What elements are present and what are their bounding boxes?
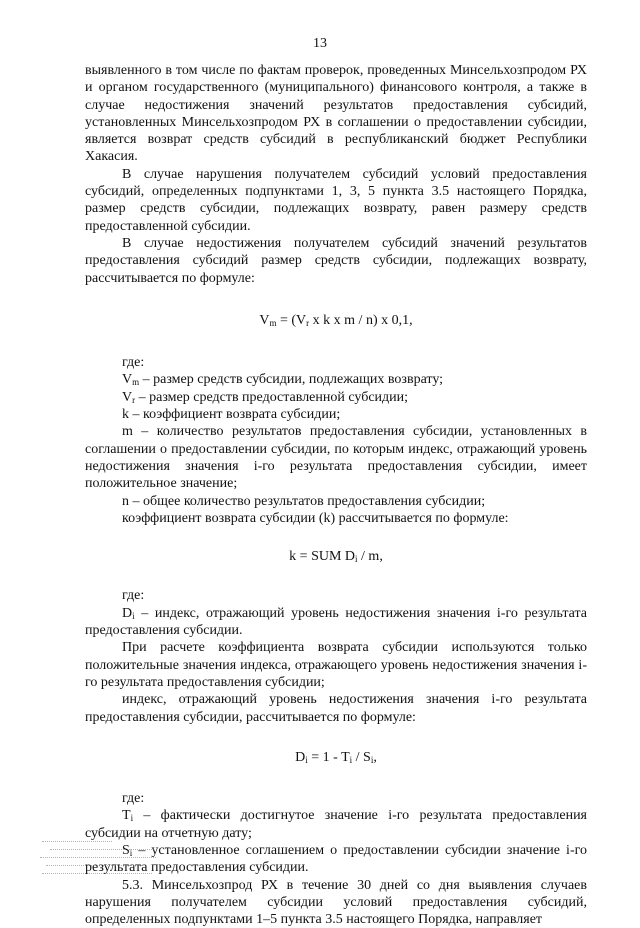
definition-vm: $V_m$ – размер средств субсидии, подлежащих возврату; <box>122 372 444 388</box>
paragraph-positive-values: При расчете коэффициента возврата субсидии используются только положительные значения индекса, отражающего уровень недостижения значения i-го результата предоставления субсидии; <box>85 640 587 690</box>
paragraph-index-intro: индекс, отражающий уровень недостижения значения i-го результата предоставления субсидии, рассчитывается по формуле: <box>85 692 587 725</box>
formula-coefficient: k = SUM $D_i$ / m, <box>289 549 383 565</box>
definition-si: $S_i$ – установленное соглашением о предоставлении субсидии значение i-го результата предоставления субсидии. <box>85 842 587 876</box>
paragraph-return-grounds: выявленного в том числе по фактам проверок, проведенных Минсельхозпродом РХ и органом государственного (муниципального) финансового контроля, а также в случае недостижения значений результатов предоставления субсидий, установленных Минсельхозпродом РХ в соглашении о предоставлении субсидии, является возврат средств субсидий в республиканский бюджет Республики Хакасия. <box>85 63 587 165</box>
definition-m: m – количество результатов предоставления субсидии, установленных в соглашении о предоставлении субсидии, по которым индекс, отражающий уровень недостижения значения i-го результата предоставления субсидии, имеет положительное значение; <box>85 424 587 492</box>
formula-index: $D_i = 1 - T_i / S_i$, <box>295 749 377 765</box>
definition-vr: $V_r$ – размер средств предоставленной субсидии; <box>122 389 409 405</box>
document-body <box>85 62 587 928</box>
formula-return-amount: $V_m = (V_r$ x k x m / n) x 0,1, <box>259 312 413 328</box>
paragraph-k-intro: коэффициент возврата субсидии (k) рассчитывается по формуле: <box>122 510 509 526</box>
paragraph-5-3: 5.3. Минсельхозпрод РХ в течение 30 дней со дня выявления случаев нарушения получателем субсидии условий предоставления субсидий, определенных подпунктами 1–5 пункта 3.5 настоящего Порядка, направляет <box>85 877 587 928</box>
faded-stamp <box>40 835 160 879</box>
definition-k: k – коэффициент возврата субсидии; <box>122 407 341 423</box>
where-label: где: <box>122 588 145 604</box>
paragraph-violation-case: В случае нарушения получателем субсидий условий предоставления субсидий, определенных подпунктами 1, 3, 5 пункта 3.5 настоящего Порядка, размер средств субсидии, подлежащих возврату, равен размеру средств предоставленной субсидии. <box>85 166 587 234</box>
definition-di: $D_i$ – индекс, отражающий уровень недостижения значения i-го результата предоставления субсидии. <box>85 605 587 639</box>
where-label: где: <box>122 791 145 807</box>
where-label: где: <box>122 355 145 371</box>
page-number: 13 <box>313 36 327 51</box>
paragraph-non-achievement-case: В случае недостижения получателем субсидий значений результатов предоставления субсидий размер средств субсидии, подлежащих возврату, рассчитывается по формуле: <box>85 235 587 286</box>
definition-ti: $T_i$ – фактически достигнутое значение i-го результата предоставления субсидии на отчетную дату; <box>85 808 587 841</box>
definition-n: n – общее количество результатов предоставления субсидии; <box>122 493 486 509</box>
